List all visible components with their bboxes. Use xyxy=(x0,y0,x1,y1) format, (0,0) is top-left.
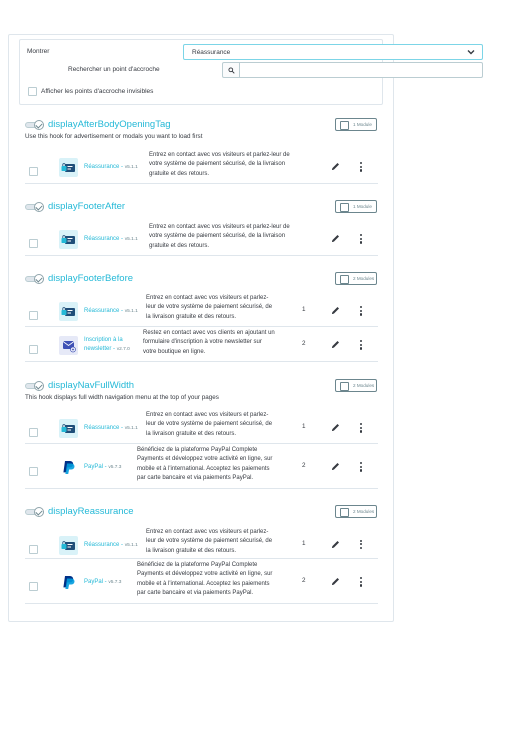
module-icon xyxy=(59,536,78,555)
reassurance-icon xyxy=(59,302,78,321)
module-description-line: Restez en contact avec vos clients en ajoutant un xyxy=(143,330,275,336)
module-version: v5.7.3 xyxy=(108,465,122,470)
module-icon xyxy=(59,573,78,592)
hook-title: displayNavFullWidth xyxy=(48,380,135,391)
module-description xyxy=(137,561,293,599)
more-actions-icon[interactable] xyxy=(359,423,363,433)
module-description-line: Entrez en contact avec vos visiteurs et parlez-leur de xyxy=(149,152,290,158)
hook-title: displayAfterBodyOpeningTag xyxy=(48,119,171,130)
edit-icon[interactable] xyxy=(331,234,340,243)
module-description xyxy=(146,411,302,439)
row-divider xyxy=(25,255,378,256)
hook-title: displayReassurance xyxy=(48,506,134,517)
module-position: 2 xyxy=(302,577,306,584)
module-position: 2 xyxy=(302,340,306,347)
module-version: v2.7.0 xyxy=(116,347,130,352)
module-checkbox[interactable] xyxy=(29,428,38,437)
module-count-badge[interactable]: 1 Module xyxy=(335,118,377,131)
module-count-badge[interactable]: 2 Modules xyxy=(335,505,377,518)
module-description-line: la livraison gratuite et des retours. xyxy=(146,547,237,554)
check-icon xyxy=(34,202,44,212)
show-invisible-checkbox[interactable] xyxy=(28,87,37,96)
pencil-icon xyxy=(331,234,340,243)
edit-icon[interactable] xyxy=(331,306,340,315)
paypal-icon xyxy=(59,458,78,477)
more-actions-icon[interactable] xyxy=(359,540,363,550)
module-icon xyxy=(59,336,78,355)
module-count-badge[interactable]: 2 Modules xyxy=(335,272,377,285)
module-icon xyxy=(59,419,78,438)
module-name-text: newsletter xyxy=(84,346,112,352)
hook-toggle[interactable] xyxy=(25,274,44,283)
module-name[interactable]: Réassurance - v5.1.1 xyxy=(84,425,138,431)
module-version: v5.7.3 xyxy=(108,580,122,585)
module-checkbox[interactable] xyxy=(29,582,38,591)
edit-icon[interactable] xyxy=(331,462,340,471)
hook-description: Use this hook for advertisement or modals you want to load first xyxy=(25,133,203,140)
module-description-line: leur de votre système de paiement sécurisé, de xyxy=(146,304,273,311)
module-version: v5.1.1 xyxy=(124,237,138,242)
module-name[interactable]: Réassurance - v5.1.1 xyxy=(84,164,138,170)
hook-toggle[interactable] xyxy=(25,202,44,211)
search-input[interactable] xyxy=(239,62,483,78)
pencil-icon xyxy=(331,162,340,171)
newsletter-icon xyxy=(59,336,78,355)
more-actions-icon[interactable] xyxy=(359,162,363,172)
module-description xyxy=(146,528,302,556)
module-name[interactable]: Réassurance - v5.1.1 xyxy=(84,541,138,548)
check-icon xyxy=(34,274,44,284)
module-description-line: votre boutique en ligne. xyxy=(143,348,206,355)
module-checkbox[interactable] xyxy=(29,545,38,554)
module-description-line: formulaire d'inscription à votre newsletter sur xyxy=(143,339,262,346)
hook-toggle[interactable] xyxy=(25,507,44,516)
more-actions-icon[interactable] xyxy=(359,462,363,472)
check-icon xyxy=(34,507,44,517)
more-actions-icon[interactable] xyxy=(359,234,363,244)
show-select[interactable] xyxy=(183,44,483,60)
module-description-line: votre système de paiement sécurisé, de la livraison xyxy=(149,233,286,240)
module-name[interactable]: PayPal - v5.7.3 xyxy=(84,464,122,470)
module-description-line: Entrez en contact avec vos visiteurs et parlez- xyxy=(146,295,269,301)
module-version: v5.1.1 xyxy=(124,542,138,548)
module-version: v5.1.1 xyxy=(124,165,138,170)
module-description-line: mobile et à l'international. Acceptez les paiements xyxy=(137,580,270,587)
module-description-line: Entrez en contact avec vos visiteurs et parlez- xyxy=(146,529,269,535)
check-icon xyxy=(34,120,44,130)
edit-icon[interactable] xyxy=(331,423,340,432)
edit-icon[interactable] xyxy=(331,577,340,586)
more-actions-icon[interactable] xyxy=(359,340,363,350)
module-name-text: Réassurance xyxy=(84,164,120,170)
hook-title: displayFooterBefore xyxy=(48,273,134,284)
module-name[interactable]: Réassurance - v5.1.1 xyxy=(84,236,138,242)
module-checkbox[interactable] xyxy=(29,167,38,176)
module-icon xyxy=(59,302,78,321)
reassurance-icon xyxy=(59,158,78,177)
more-actions-icon[interactable] xyxy=(359,577,363,587)
module-description-line: Payments et développez votre activité en ligne, sur xyxy=(137,456,273,463)
chevron-down-icon xyxy=(466,47,476,57)
pencil-icon xyxy=(331,306,340,315)
module-icon xyxy=(59,158,78,177)
module-position: 1 xyxy=(302,539,306,547)
check-icon xyxy=(34,381,44,391)
module-description-line: gratuite et des retours. xyxy=(149,242,210,249)
module-name-text: PayPal xyxy=(84,579,104,585)
module-name-text: PayPal xyxy=(84,464,104,470)
hook-toggle[interactable] xyxy=(25,381,44,390)
module-description-line: par carte bancaire et via paiements PayPal. xyxy=(137,475,254,482)
row-divider xyxy=(25,603,378,604)
module-name[interactable] xyxy=(84,336,130,354)
module-description-line: votre système de paiement sécurisé, de la livraison xyxy=(149,161,286,168)
module-name-text: Réassurance xyxy=(84,236,120,242)
module-position: 1 xyxy=(302,423,306,430)
module-description-line: Payments et développez votre activité en ligne, sur xyxy=(137,571,273,578)
edit-icon[interactable] xyxy=(331,162,340,171)
module-icon xyxy=(59,230,78,249)
module-description-line: Bénéficiez de la plateforme PayPal Complete xyxy=(137,447,258,453)
row-divider xyxy=(25,443,378,444)
pencil-icon xyxy=(331,577,340,586)
show-label: Montrer xyxy=(27,48,50,55)
show-select-value: Réassurance xyxy=(192,49,231,56)
module-description-line: la livraison gratuite et des retours. xyxy=(146,430,237,437)
search-icon xyxy=(228,67,235,74)
module-name-line: newsletter - v2.7.0 xyxy=(84,346,130,352)
row-divider xyxy=(25,326,378,327)
module-name-text: Réassurance xyxy=(84,541,120,548)
module-name-text: Réassurance xyxy=(84,425,120,431)
module-checkbox[interactable] xyxy=(29,345,38,354)
module-icon xyxy=(59,458,78,477)
module-position: 1 xyxy=(302,306,306,313)
hook-description: This hook displays full width navigation menu at the top of your pages xyxy=(25,394,219,401)
search-button[interactable] xyxy=(222,62,240,78)
module-description-line: par carte bancaire et via paiements PayPal. xyxy=(137,590,254,597)
more-actions-icon[interactable] xyxy=(359,306,363,316)
search-group xyxy=(222,62,483,78)
reassurance-icon xyxy=(59,230,78,249)
pencil-icon xyxy=(331,340,340,349)
row-divider xyxy=(25,361,378,362)
module-position: 2 xyxy=(302,462,306,469)
reassurance-icon xyxy=(59,536,78,555)
module-description-line: Entrez en contact avec vos visiteurs et parlez-leur de xyxy=(149,224,290,230)
module-name[interactable]: PayPal - v5.7.3 xyxy=(84,579,122,585)
module-name-text: Réassurance xyxy=(84,308,120,314)
row-divider xyxy=(25,488,378,489)
pencil-icon xyxy=(331,462,340,471)
module-description-line: leur de votre système de paiement sécurisé, de xyxy=(146,421,273,428)
paypal-icon xyxy=(59,573,78,592)
edit-icon[interactable] xyxy=(331,540,340,549)
module-description-line: gratuite et des retours. xyxy=(149,170,210,177)
module-description-line: Bénéficiez de la plateforme PayPal Complete xyxy=(137,562,258,568)
module-count-badge[interactable]: 1 Module xyxy=(335,200,377,213)
module-description xyxy=(149,223,305,251)
module-description xyxy=(143,329,299,357)
hook-toggle[interactable] xyxy=(25,120,44,129)
search-label: Rechercher un point d'accroche xyxy=(68,66,160,73)
row-divider xyxy=(25,558,378,559)
hook-title: displayFooterAfter xyxy=(48,201,126,212)
module-name-line: Inscription à la xyxy=(84,337,123,343)
edit-icon[interactable] xyxy=(331,340,340,349)
module-checkbox[interactable] xyxy=(29,239,38,248)
module-description-line: leur de votre système de paiement sécurisé, de xyxy=(146,538,273,545)
module-count-badge[interactable]: 2 Modules xyxy=(335,379,377,392)
module-description-line: la livraison gratuite et des retours. xyxy=(146,313,237,320)
pencil-icon xyxy=(331,423,340,432)
module-description-line: mobile et à l'international. Acceptez les paiements xyxy=(137,465,270,472)
show-invisible-label: Afficher les points d'accroche invisibles xyxy=(41,88,154,95)
module-checkbox[interactable] xyxy=(29,467,38,476)
module-version: v5.1.1 xyxy=(124,426,138,431)
module-description xyxy=(137,446,293,484)
pencil-icon xyxy=(331,540,340,549)
row-divider xyxy=(25,183,378,184)
module-checkbox[interactable] xyxy=(29,311,38,320)
module-version: v5.1.1 xyxy=(124,309,138,314)
module-description-line: Entrez en contact avec vos visiteurs et parlez- xyxy=(146,412,269,418)
reassurance-icon xyxy=(59,419,78,438)
module-description xyxy=(146,294,302,322)
module-name[interactable]: Réassurance - v5.1.1 xyxy=(84,308,138,314)
module-description xyxy=(149,151,305,179)
